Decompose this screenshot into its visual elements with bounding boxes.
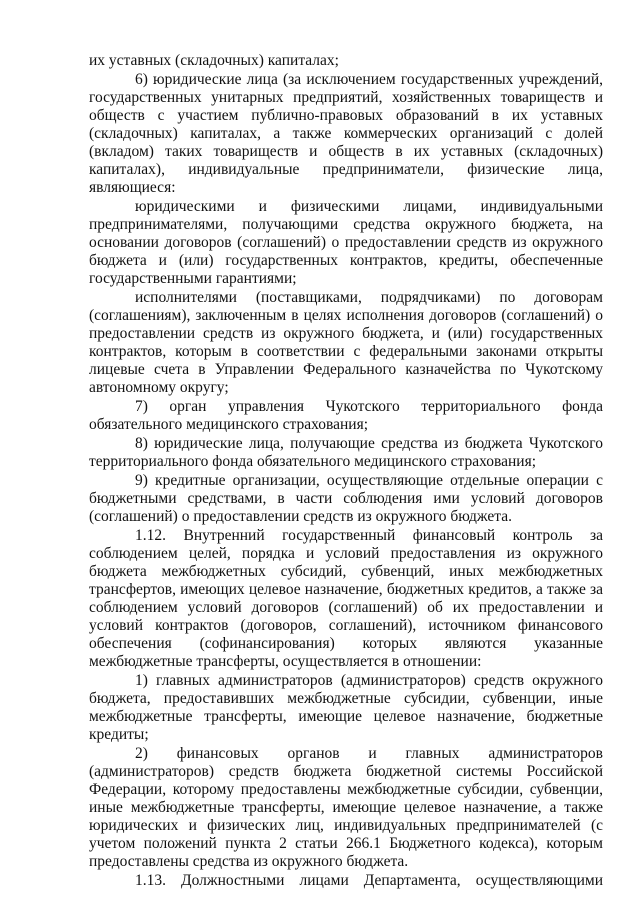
paragraph: юридическими и физическими лицами, индивидуальными предпринимателями, получающими средства окружного бюджета, на основании договоров (соглашений) о предоставлении средств из окружного бюджета и (или) государственных контрактов, кредиты, обеспеченные государственными гарантиями; [89, 198, 603, 287]
paragraph: 8) юридические лица, получающие средства из бюджета Чукотского территориального фонда обязательного медицинского страхования; [89, 435, 603, 470]
paragraph: их уставных (складочных) капиталах; [89, 52, 339, 69]
paragraph-last-line: 1.13. Должностными лицами Департамента, осуществляющими [135, 872, 603, 889]
paragraph: исполнителями (поставщиками, подрядчиками) по договорам (соглашениям), заключенным в целях исполнения договоров (соглашений) о предоставлении средств из окружного бюджета, и (или) государственных контрактов, которым в соответствии с федеральными законами открыты лицевые счета в Управлении Федерального казначейства по Чукотскому автономному округу; [89, 289, 603, 396]
document-body [89, 52, 603, 891]
paragraph: 1.12. Внутренний государственный финансовый контроль за соблюдением целей, порядка и условий предоставления из окружного бюджета межбюджетных субсидий, субвенций, иных межбюджетных трансфертов, имеющих целевое назначение, бюджетных кредитов, а также за соблюдением условий договоров (соглашений) об их предоставлении и условий контрактов (договоров, соглашений), источником финансового обеспечения (софинансирования) которых являются указанные межбюджетные трансферты, осуществляется в отношении: [89, 527, 603, 670]
paragraph: 1) главных администраторов (администраторов) средств окружного бюджета, предоставивших межбюджетные субсидии, субвенции, иные межбюджетные трансферты, имеющие целевое назначение, бюджетные кредиты; [89, 672, 603, 743]
paragraph: 2) финансовых органов и главных администраторов (администраторов) средств бюджета бюджетной системы Российской Федерации, которому предоставлены межбюджетные субсидии, субвенции, иные межбюджетные трансферты, имеющие целевое назначение, а также юридических и физических лиц, индивидуальных предпринимателей (с учетом положений пункта 2 статьи 266.1 Бюджетного кодекса), которым предоставлены средства из окружного бюджета. [89, 745, 603, 870]
paragraph: 9) кредитные организации, осуществляющие отдельные операции с бюджетными средствами, в части соблюдения ими условий договоров (соглашений) о предоставлении средств из окружного бюджета. [89, 472, 603, 525]
paragraph: 7) орган управления Чукотского территориального фонда обязательного медицинского страхования; [89, 398, 603, 433]
paragraph: 6) юридические лица (за исключением государственных учреждений, государственных унитарных предприятий, хозяйственных товариществ и обществ с участием публично-правовых образований в их уставных (складочных) капиталах, а также коммерческих организаций с долей (вкладом) таких товариществ и обществ в их уставных (складочных) капиталах), индивидуальные предприниматели, физические лица, являющиеся: [89, 71, 603, 196]
